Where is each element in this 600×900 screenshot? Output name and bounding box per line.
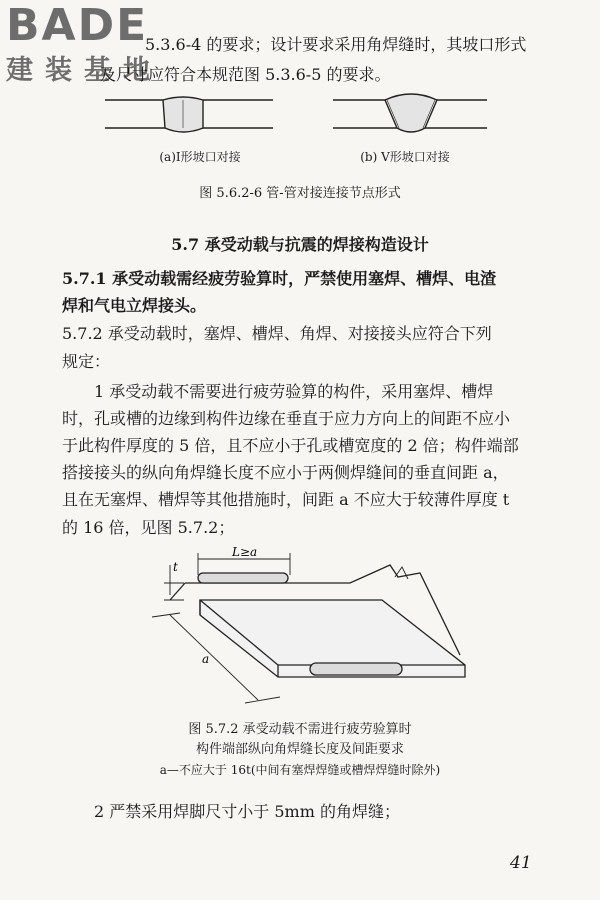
watermark-brand: BADE bbox=[6, 0, 149, 51]
figure-572-caption-1: 图 5.7.2 承受动载不需进行疲劳验算时 bbox=[188, 722, 412, 737]
figure-572-caption-3: a—不应大于 16t(中间有塞焊焊缝或槽焊焊缝时除外) bbox=[159, 763, 441, 777]
item1-line-1: 1 承受动载不需要进行疲劳验算的构件，采用塞焊、槽焊 bbox=[94, 382, 494, 401]
clause-571-line-1: 5.7.1 承受动载需经疲劳验算时，严禁使用塞焊、槽焊、电渣 bbox=[62, 269, 497, 288]
intro-line-1: 5.3.6-4 的要求；设计要求采用角焊缝时，其坡口形式 bbox=[145, 35, 527, 54]
pipe-joint-figure bbox=[95, 88, 495, 148]
clause-572-line-1: 5.7.2 承受动载时，塞焊、槽焊、角焊、对接接头应符合下列 bbox=[62, 324, 492, 343]
item2-line-1: 2 严禁采用焊脚尺寸小于 5mm 的角焊缝； bbox=[94, 802, 400, 821]
item1-line-4: 搭接接头的纵向角焊缝长度不应小于两侧焊缝间的垂直间距 a， bbox=[62, 463, 509, 482]
item1-line-3: 于此构件厚度的 5 倍，且不应小于孔或槽宽度的 2 倍；构件端部 bbox=[62, 436, 519, 455]
top-plate-edge bbox=[170, 583, 185, 600]
item1-line-2: 时，孔或槽的边缘到构件边缘在垂直于应力方向上的间距不应小 bbox=[62, 409, 511, 428]
v-groove-drawing bbox=[333, 94, 487, 132]
clause-571-line-2: 焊和气电立焊接头。 bbox=[62, 296, 207, 315]
item1-line-5: 且在无塞焊、槽焊等其他措施时，间距 a 不应大于较薄件厚度 t bbox=[62, 490, 510, 509]
figure-5626-caption: 图 5.6.2-6 管-管对接连接节点形式 bbox=[199, 186, 401, 201]
page-number: 41 bbox=[510, 853, 532, 873]
label-L: L≥a bbox=[232, 545, 258, 559]
intro-line-2: 及尺寸应符合本规范图 5.3.6-5 的要求。 bbox=[100, 65, 391, 84]
section-heading: 5.7 承受动载与抗震的焊接构造设计 bbox=[171, 235, 429, 254]
i-groove-drawing bbox=[105, 97, 273, 132]
clause-572-line-2: 规定： bbox=[62, 352, 111, 371]
subfigure-b-label: (b) Ⅴ形坡口对接 bbox=[360, 150, 450, 164]
side-weld-top bbox=[198, 573, 288, 583]
label-t: t bbox=[173, 560, 178, 574]
side-weld-bottom bbox=[310, 663, 402, 675]
watermark-subtitle: 建装基地 bbox=[6, 55, 162, 86]
subfigure-a-label: (a)Ⅰ形坡口对接 bbox=[159, 150, 241, 164]
figure-572-caption-2: 构件端部纵向角焊缝长度及间距要求 bbox=[195, 742, 404, 757]
label-a: a bbox=[202, 652, 210, 666]
lap-joint-figure bbox=[140, 545, 480, 720]
item1-line-6: 的 16 倍，见图 5.7.2； bbox=[62, 518, 235, 537]
